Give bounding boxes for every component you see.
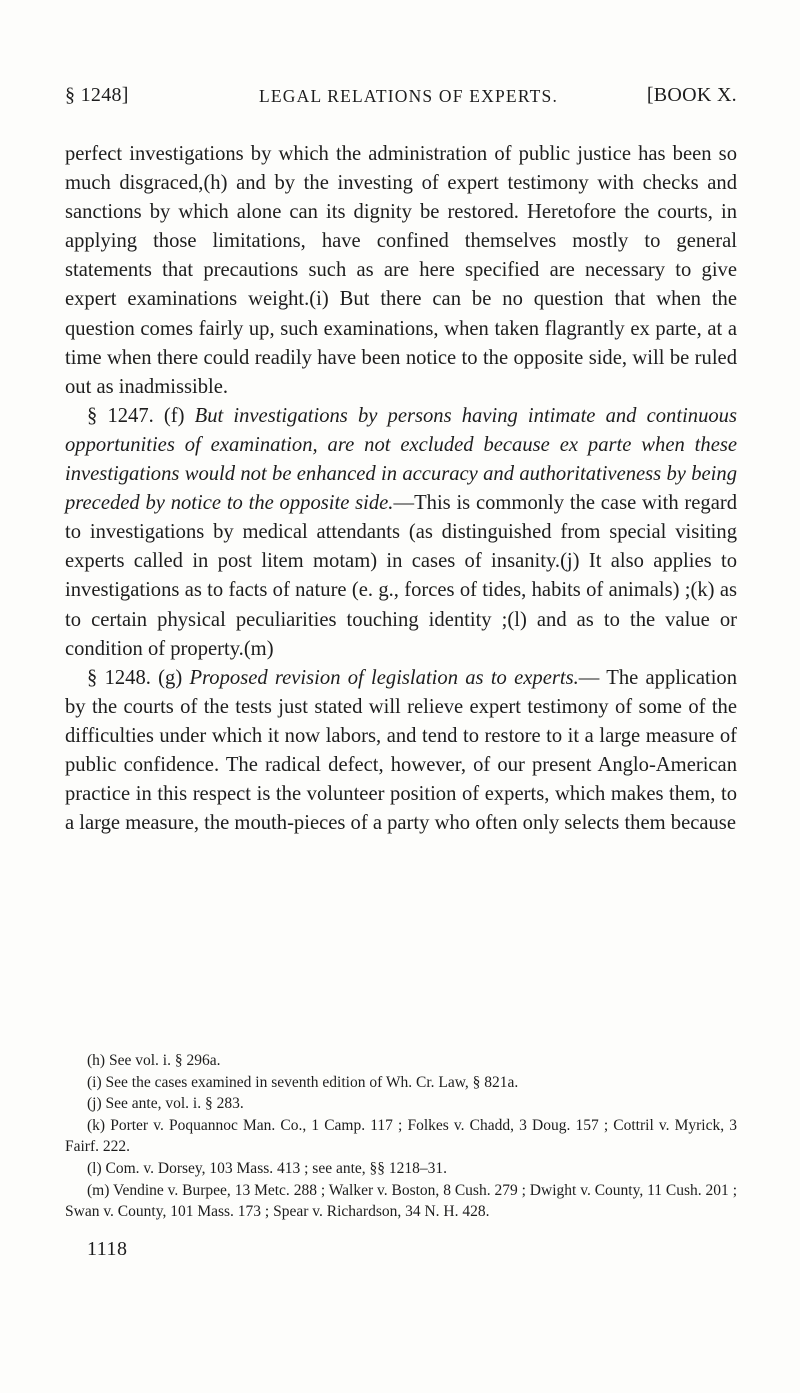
running-header xyxy=(65,84,737,114)
section-body: —This is commonly the case with regard to investigations by medical attendants (as distinguished from special visiting experts called in post litem motam) in cases of insanity.(j) It also applies to investigations as to facts of nature (e. g., forces of tides, habits of animals) ;(k) as to certain physical peculiarities touching identity ;(l) and as to the value or condition of property.(m) xyxy=(65,492,738,660)
section-heading: But investigations by persons having intimate and continuous opportunities of examination, are not excluded because ex parte when these investigations would not be enhanced in accuracy and authoritativeness by being preceded by notice to the opposite side. xyxy=(65,404,737,515)
paragraph-section-1247 xyxy=(65,402,737,664)
footnote-k: (k) Porter v. Poquannoc Man. Co., 1 Camp. 117 ; Folkes v. Chadd, 3 Doug. 157 ; Cottril v. Myrick, 3 Fairf. 222. xyxy=(65,1116,737,1156)
footnote-h: (h) See vol. i. § 296a. xyxy=(87,1052,221,1069)
paragraph-section-1248 xyxy=(65,664,737,839)
section-heading: Proposed revision of legislation as to experts. xyxy=(189,666,579,689)
footnote-m: (m) Vendine v. Burpee, 13 Metc. 288 ; Walker v. Boston, 8 Cush. 279 ; Dwight v. County, 11 Cush. 201 ; Swan v. County, 101 Mass. 173 ; Spear v. Richardson, 34 N. H. 428. xyxy=(65,1181,737,1221)
section-body: — The application by the courts of the tests just stated will relieve expert testimony of some of the difficulties under which it now labors, and tend to restore to it a large measure of public confidence. The radical defect, however, of our present Anglo-American practice in this respect is the volunteer position of experts, which makes them, to a large measure, the mouth-pieces of a party who often only selects them because xyxy=(65,666,738,835)
paragraph-continuation: perfect investigations by which the administration of public justice has been so much disgraced,(h) and by the investing of expert testimony with checks and sanctions by which alone can its dignity be restored. Heretofore the courts, in applying those limitations, have confined themselves mostly to general statements that precautions such as are here specified are necessary to give expert examinations weight.(i) But there can be no question that when the question comes fairly up, such examinations, when taken flagrantly ex parte, at a time when there could readily have been notice to the opposite side, will be ruled out as inadmissible. xyxy=(65,143,737,398)
section-number: § 1248. (g) xyxy=(87,666,183,689)
footnote-l: (l) Com. v. Dorsey, 103 Mass. 413 ; see ante, §§ 1218–31. xyxy=(87,1159,448,1177)
main-text xyxy=(65,140,737,838)
footnote-i: (i) See the cases examined in seventh edition of Wh. Cr. Law, § 821a. xyxy=(87,1073,519,1091)
section-number: § 1247. (f) xyxy=(87,404,185,427)
header-section: § 1248] xyxy=(65,84,129,106)
footnotes xyxy=(65,1050,737,1223)
header-book: [BOOK X. xyxy=(646,84,737,106)
page-number: 1118 xyxy=(87,1238,128,1260)
header-title: LEGAL RELATIONS OF EXPERTS. xyxy=(259,86,559,106)
footnote-j: (j) See ante, vol. i. § 283. xyxy=(87,1095,244,1113)
